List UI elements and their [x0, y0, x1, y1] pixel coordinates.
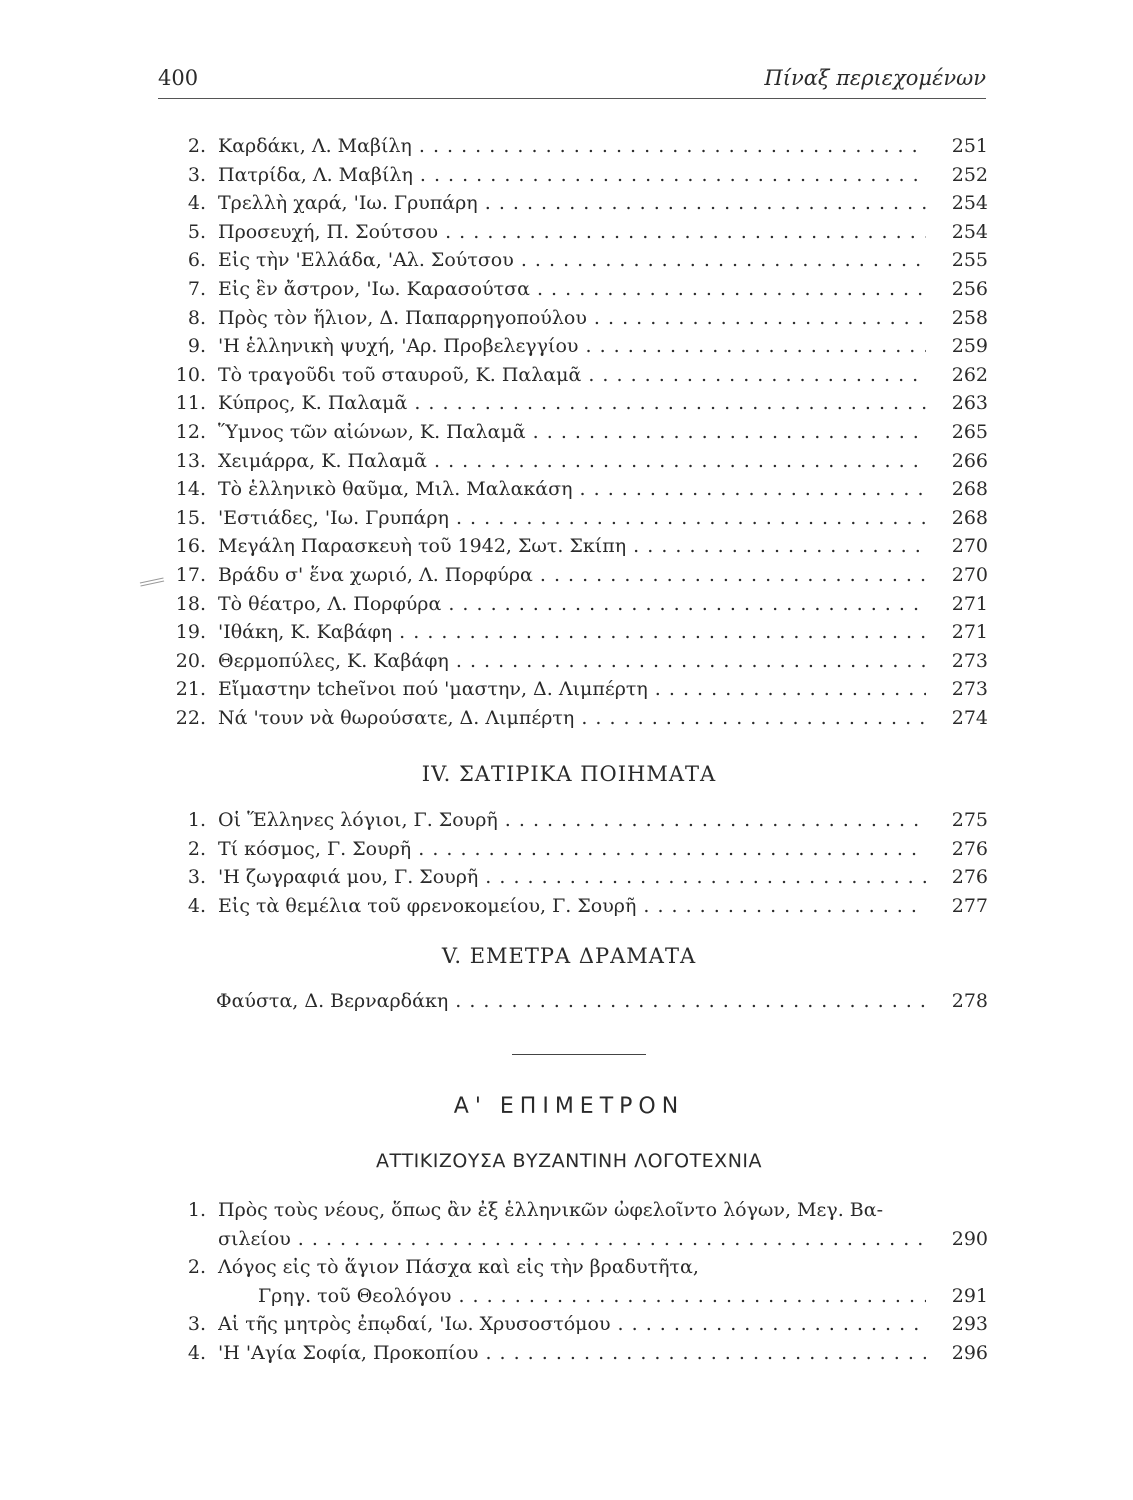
entry-title: Εἰς τὰ θεμέλια τοῦ φρενοκομείου, Γ. Σουρῆ . . . — [218, 892, 926, 921]
entry-number: 9. — [187, 335, 206, 358]
appendix-heading: Α' ΕΠΙΜΕΤΡΟΝ — [453, 1094, 685, 1119]
entry-page: 274 — [951, 706, 988, 729]
entry-page: 266 — [951, 449, 988, 472]
entry-page: 268 — [951, 478, 988, 501]
entry-title: Τρελλὴ χαρά, 'Ιω. Γρυπάρη . . . — [218, 189, 926, 218]
entry-number: 6. — [187, 249, 206, 272]
toc-entry — [150, 304, 988, 333]
toc-list-lyric — [150, 132, 988, 732]
section-heading-satirical: IV. ΣΑΤΙΡΙΚΑ ΠΟΙΗΜΑΤΑ — [421, 762, 717, 786]
entry-page: 262 — [951, 363, 988, 386]
entry-title: Εἰς τὴν 'Ελλάδα, 'Αλ. Σούτσου . . . — [218, 246, 926, 275]
toc-entry — [150, 647, 988, 676]
entry-page: 290 — [951, 1227, 988, 1250]
entry-number: 4. — [187, 1341, 206, 1364]
entry-title: Τί κόσμος, Γ. Σουρῆ . . . — [218, 835, 926, 864]
entry-number: 7. — [187, 277, 206, 300]
entry-page: 255 — [951, 249, 988, 272]
entry-number: 10. — [175, 363, 206, 386]
entry-title: Φαύστα, Δ. Βερναρδάκη . . . — [216, 986, 926, 1016]
entry-number: 3. — [187, 1313, 206, 1336]
entry-number: 5. — [187, 220, 206, 243]
toc-entry — [150, 590, 988, 619]
entry-number: 22. — [175, 706, 206, 729]
entry-number: 17. — [175, 563, 206, 586]
appendix-subheading: ΑΤΤΙΚΙΖΟΥΣΑ ΒΥΖΑΝΤΙΝΗ ΛΟΓΟΤΕΧΝΙΑ — [375, 1150, 763, 1172]
entry-page: 271 — [951, 592, 988, 615]
entry-number: 14. — [175, 478, 206, 501]
toc-entry — [150, 1253, 988, 1310]
entry-number: 19. — [175, 621, 206, 644]
entry-title: Εἰς ἓν ἄστρον, 'Ιω. Καρασούτσα . . . — [218, 275, 926, 304]
entry-page: 268 — [951, 506, 988, 529]
entry-title-continued: σιλείου . . . — [218, 1225, 926, 1254]
entry-title: Καρδάκι, Λ. Μαβίλη . . . — [218, 132, 926, 161]
entry-title: Βράδυ σ' ἕνα χωριό, Λ. Πορφύρα . . . — [218, 561, 926, 590]
toc-entry — [150, 246, 988, 275]
entry-page: 273 — [951, 678, 988, 701]
toc-entry — [150, 218, 988, 247]
entry-page: 254 — [951, 220, 988, 243]
entry-page: 263 — [951, 392, 988, 415]
toc-entry — [150, 475, 988, 504]
entry-page: 251 — [951, 135, 988, 157]
entry-title: Θερμοπύλες, Κ. Καβάφη . . . — [218, 647, 926, 676]
entry-page: 276 — [951, 837, 988, 860]
entry-number: 11. — [175, 392, 206, 415]
entry-number: 8. — [187, 306, 206, 329]
entry-page: 254 — [951, 192, 988, 215]
entry-page: 291 — [951, 1284, 988, 1307]
entry-number: 21. — [175, 678, 206, 701]
toc-list-appendix — [150, 1196, 988, 1368]
toc-entry — [150, 189, 988, 218]
toc-entry — [150, 532, 988, 561]
entry-page: 275 — [951, 809, 988, 831]
toc-entry — [150, 361, 988, 390]
entry-number: 12. — [175, 420, 206, 443]
toc-entry — [150, 561, 988, 590]
entry-title: 'Εστιάδες, 'Ιω. Γρυπάρη . . . — [218, 504, 926, 533]
entry-number: 13. — [175, 449, 206, 472]
entry-number: 18. — [175, 592, 206, 615]
toc-entry — [150, 132, 988, 161]
entry-title-continued: Γρηγ. τοῦ Θεολόγου . . . — [258, 1282, 926, 1311]
entry-page: 256 — [951, 277, 988, 300]
running-title: Πίναξ περιεχομένων — [764, 66, 986, 90]
toc-entry — [150, 806, 988, 835]
toc-entry — [150, 704, 988, 733]
entry-title: 'Η ζωγραφιά μου, Γ. Σουρῆ . . . — [218, 863, 926, 892]
entry-title: Οἱ Ἕλληνες λόγιοι, Γ. Σουρῆ . . . — [218, 806, 926, 835]
entry-title: Τὸ τραγοῦδι τοῦ σταυροῦ, Κ. Παλαμᾶ . . . — [218, 361, 926, 390]
entry-page: 296 — [951, 1341, 988, 1364]
entry-title: Νά 'τουν νὰ θωρούσατε, Δ. Λιμπέρτη . . . — [218, 704, 926, 733]
entry-title: Πατρίδα, Λ. Μαβίλη . . . — [218, 161, 926, 190]
entry-number: 1. — [187, 809, 206, 831]
entry-number: 3. — [187, 163, 206, 186]
entry-number: 4. — [187, 192, 206, 215]
entry-title: Προσευχή, Π. Σούτσου . . . — [218, 218, 926, 247]
toc-entry — [150, 892, 988, 921]
entry-page: 270 — [951, 535, 988, 558]
entry-page: 258 — [951, 306, 988, 329]
entry-title: Τὸ θέατρο, Λ. Πορφύρα . . . — [218, 590, 926, 619]
entry-number: 2. — [187, 1256, 206, 1279]
section-heading-drama: V. ΕΜΕΤΡΑ ΔΡΑΜΑΤΑ — [441, 944, 697, 968]
entry-title: 'Ιθάκη, Κ. Καβάφη . . . — [218, 618, 926, 647]
entry-page: 265 — [951, 420, 988, 443]
entry-title: Πρὸς τὸν ἥλιον, Δ. Παπαρρηγοπούλου . . . — [218, 304, 926, 333]
entry-number: 3. — [187, 866, 206, 889]
toc-entry — [150, 332, 988, 361]
entry-title: 'Η 'Αγία Σοφία, Προκοπίου . . . — [218, 1339, 926, 1368]
entry-title: Ὕμνος τῶν αἰώνων, Κ. Παλαμᾶ . . . — [218, 418, 926, 447]
toc-list-satirical — [150, 806, 988, 920]
entry-page: 277 — [951, 894, 988, 917]
entry-number: 4. — [187, 894, 206, 917]
entry-page: 293 — [951, 1313, 988, 1336]
toc-entry — [150, 1339, 988, 1368]
toc-entry — [150, 1196, 988, 1253]
entry-number: 2. — [187, 837, 206, 860]
entry-number: 2. — [187, 135, 206, 157]
toc-entry — [150, 835, 988, 864]
entry-title: Λόγος εἰς τὸ ἅγιον Πάσχα καὶ εἰς τὴν βραδυτῆτα, — [218, 1256, 699, 1279]
entry-page: 273 — [951, 649, 988, 672]
entry-title: Εἴμαστην tcheῖνοι πού 'μαστην, Δ. Λιμπέρτη . . . — [218, 675, 926, 704]
entry-number: 15. — [175, 506, 206, 529]
toc-entry — [150, 618, 988, 647]
toc-entry-drama — [216, 986, 988, 1016]
entry-title: Κύπρος, Κ. Παλαμᾶ . . . — [218, 389, 926, 418]
toc-entry — [150, 863, 988, 892]
toc-entry — [150, 447, 988, 476]
entry-page: 278 — [951, 990, 988, 1012]
toc-entry — [150, 418, 988, 447]
entry-number: 20. — [175, 649, 206, 672]
entry-page: 270 — [951, 563, 988, 586]
toc-entry — [150, 275, 988, 304]
toc-entry — [150, 161, 988, 190]
entry-title: Αἱ τῆς μητρὸς ἐπῳδαί, 'Ιω. Χρυσοστόμου . . . — [218, 1310, 926, 1339]
entry-title: Τὸ ἑλληνικὸ θαῦμα, Μιλ. Μαλακάση . . . — [218, 475, 926, 504]
toc-entry — [150, 504, 988, 533]
toc-entry — [150, 675, 988, 704]
entry-number: 1. — [187, 1199, 206, 1221]
entry-page: 259 — [951, 335, 988, 358]
entry-page: 252 — [951, 163, 988, 186]
entry-page: 276 — [951, 866, 988, 889]
toc-entry — [150, 389, 988, 418]
entry-number: 16. — [175, 535, 206, 558]
entry-title: 'Η ἑλληνικὴ ψυχή, 'Αρ. Προβελεγγίου . . . — [218, 332, 926, 361]
page-number: 400 — [158, 66, 199, 90]
entry-title: Χειμάρρα, Κ. Παλαμᾶ . . . — [218, 447, 926, 476]
entry-page: 271 — [951, 621, 988, 644]
toc-entry — [150, 1310, 988, 1339]
divider-rule — [512, 1054, 646, 1055]
entry-title: Πρὸς τοὺς νέους, ὅπως ἂν ἐξ ἑλληνικῶν ὠφελοῖντο λόγων, Μεγ. Βα- — [218, 1199, 883, 1221]
entry-title: Μεγάλη Παρασκευὴ τοῦ 1942, Σωτ. Σκίπη . . . — [218, 532, 926, 561]
page-header — [158, 66, 986, 99]
